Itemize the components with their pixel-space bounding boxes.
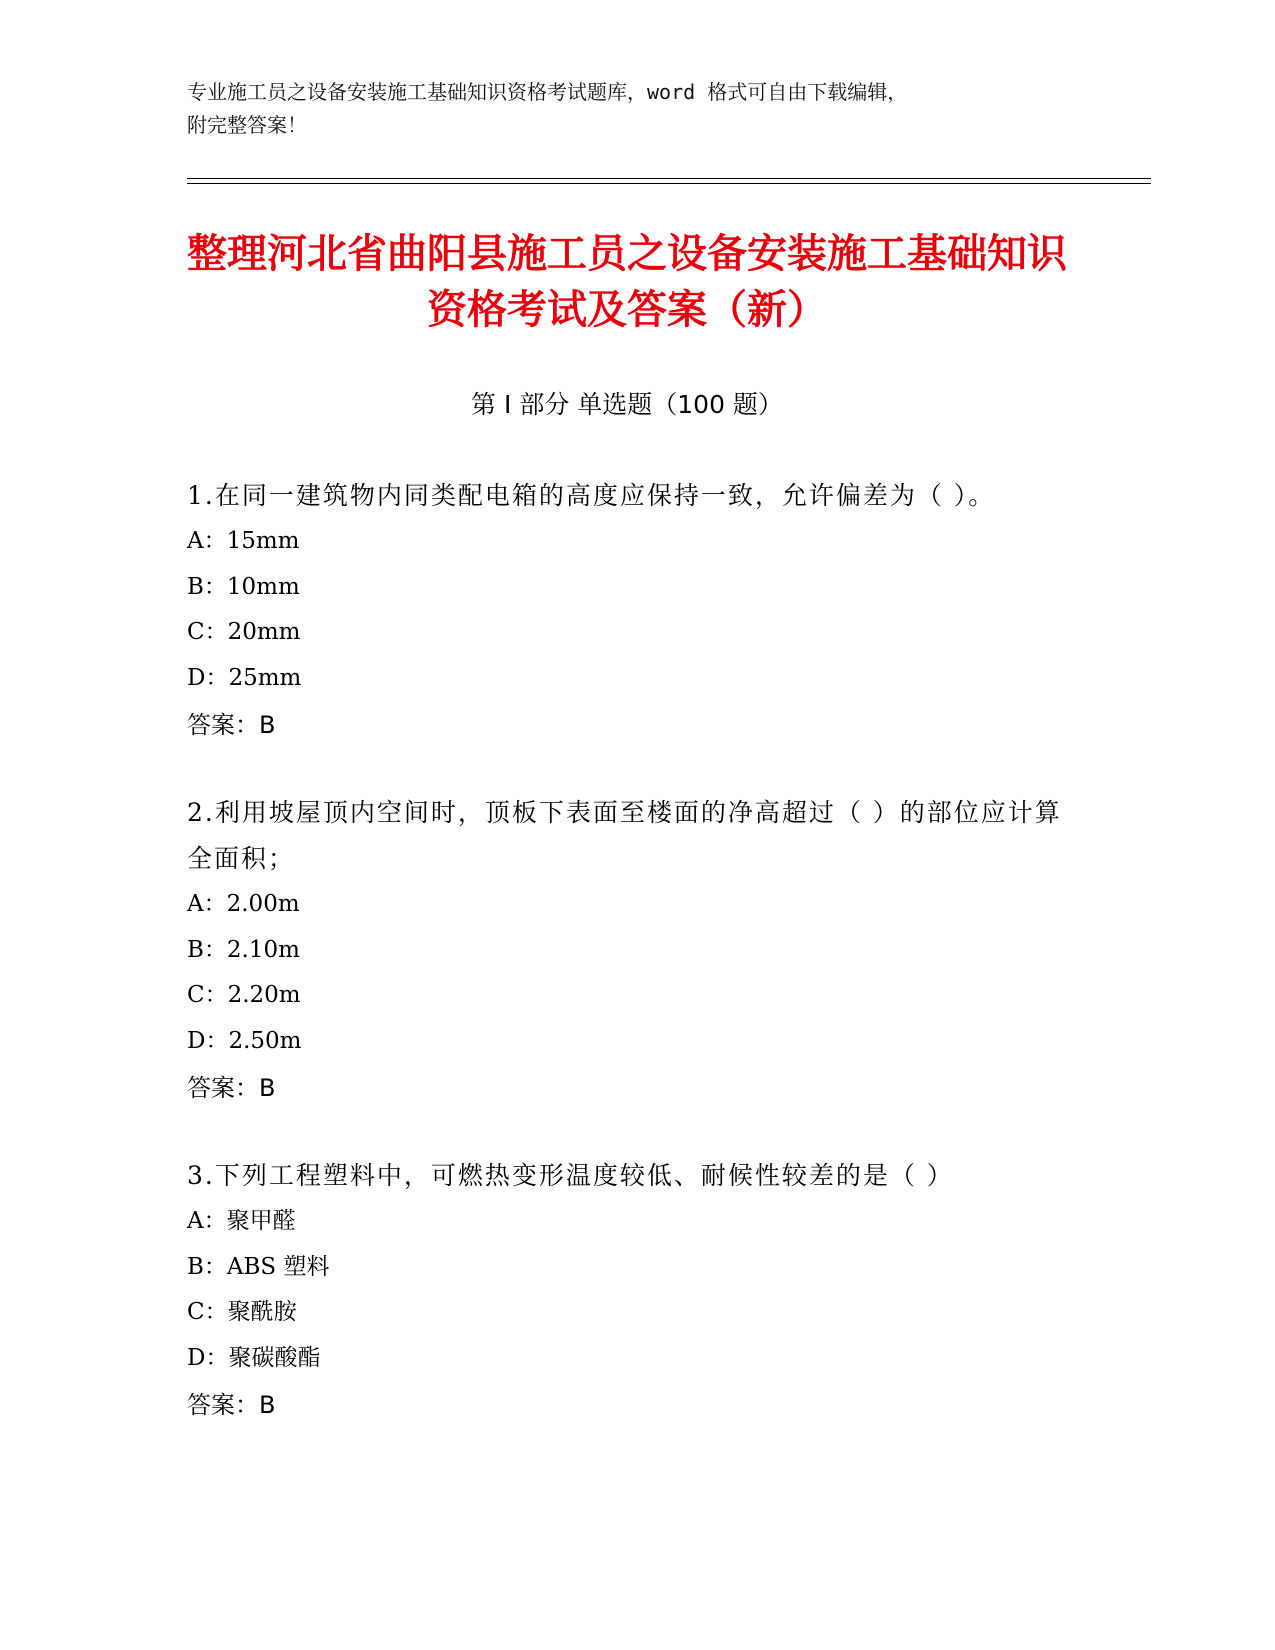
option-d: D：聚碳酸酯 [187,1344,321,1371]
question-stem: 3.下列工程塑料中，可燃热变形温度较低、耐候性较差的是（ ） [187,1161,954,1190]
header-divider-top [187,178,1151,179]
answer-line: 答案：B [187,1074,276,1102]
question-block [187,473,1087,748]
answer-line: 答案：B [187,711,276,739]
option-d: D：2.50m [187,1027,302,1054]
header-divider-bottom [187,183,1151,184]
section-heading: 第 I 部分 单选题（100 题） [471,390,783,419]
option-b: B：ABS 塑料 [187,1253,330,1280]
question-stem: 1.在同一建筑物内同类配电箱的高度应保持一致，允许偏差为（ ）。 [187,481,996,510]
option-d: D：25mm [187,664,302,691]
option-b: B：10mm [187,573,300,600]
option-c: C：20mm [187,619,301,645]
question-block [187,790,1087,1111]
option-a: A：15mm [187,528,300,554]
option-a: A：聚甲醛 [187,1208,296,1234]
option-c: C：聚酰胺 [187,1299,297,1325]
question-block [187,1153,1087,1428]
option-b: B：2.10m [187,936,300,963]
question-stem: 2.利用坡屋顶内空间时，顶板下表面至楼面的净高超过（ ）的部位应计算全面积； [187,798,1062,873]
option-a: A：2.00m [187,891,300,917]
document-title: 整理河北省曲阳县施工员之设备安装施工基础知识资格考试及答案（新） [187,231,1067,333]
header-note: 专业施工员之设备安装施工基础知识资格考试题库，word 格式可自由下载编辑， 附完整答案！ [187,80,908,137]
option-c: C：2.20m [187,982,301,1008]
answer-line: 答案：B [187,1391,276,1419]
